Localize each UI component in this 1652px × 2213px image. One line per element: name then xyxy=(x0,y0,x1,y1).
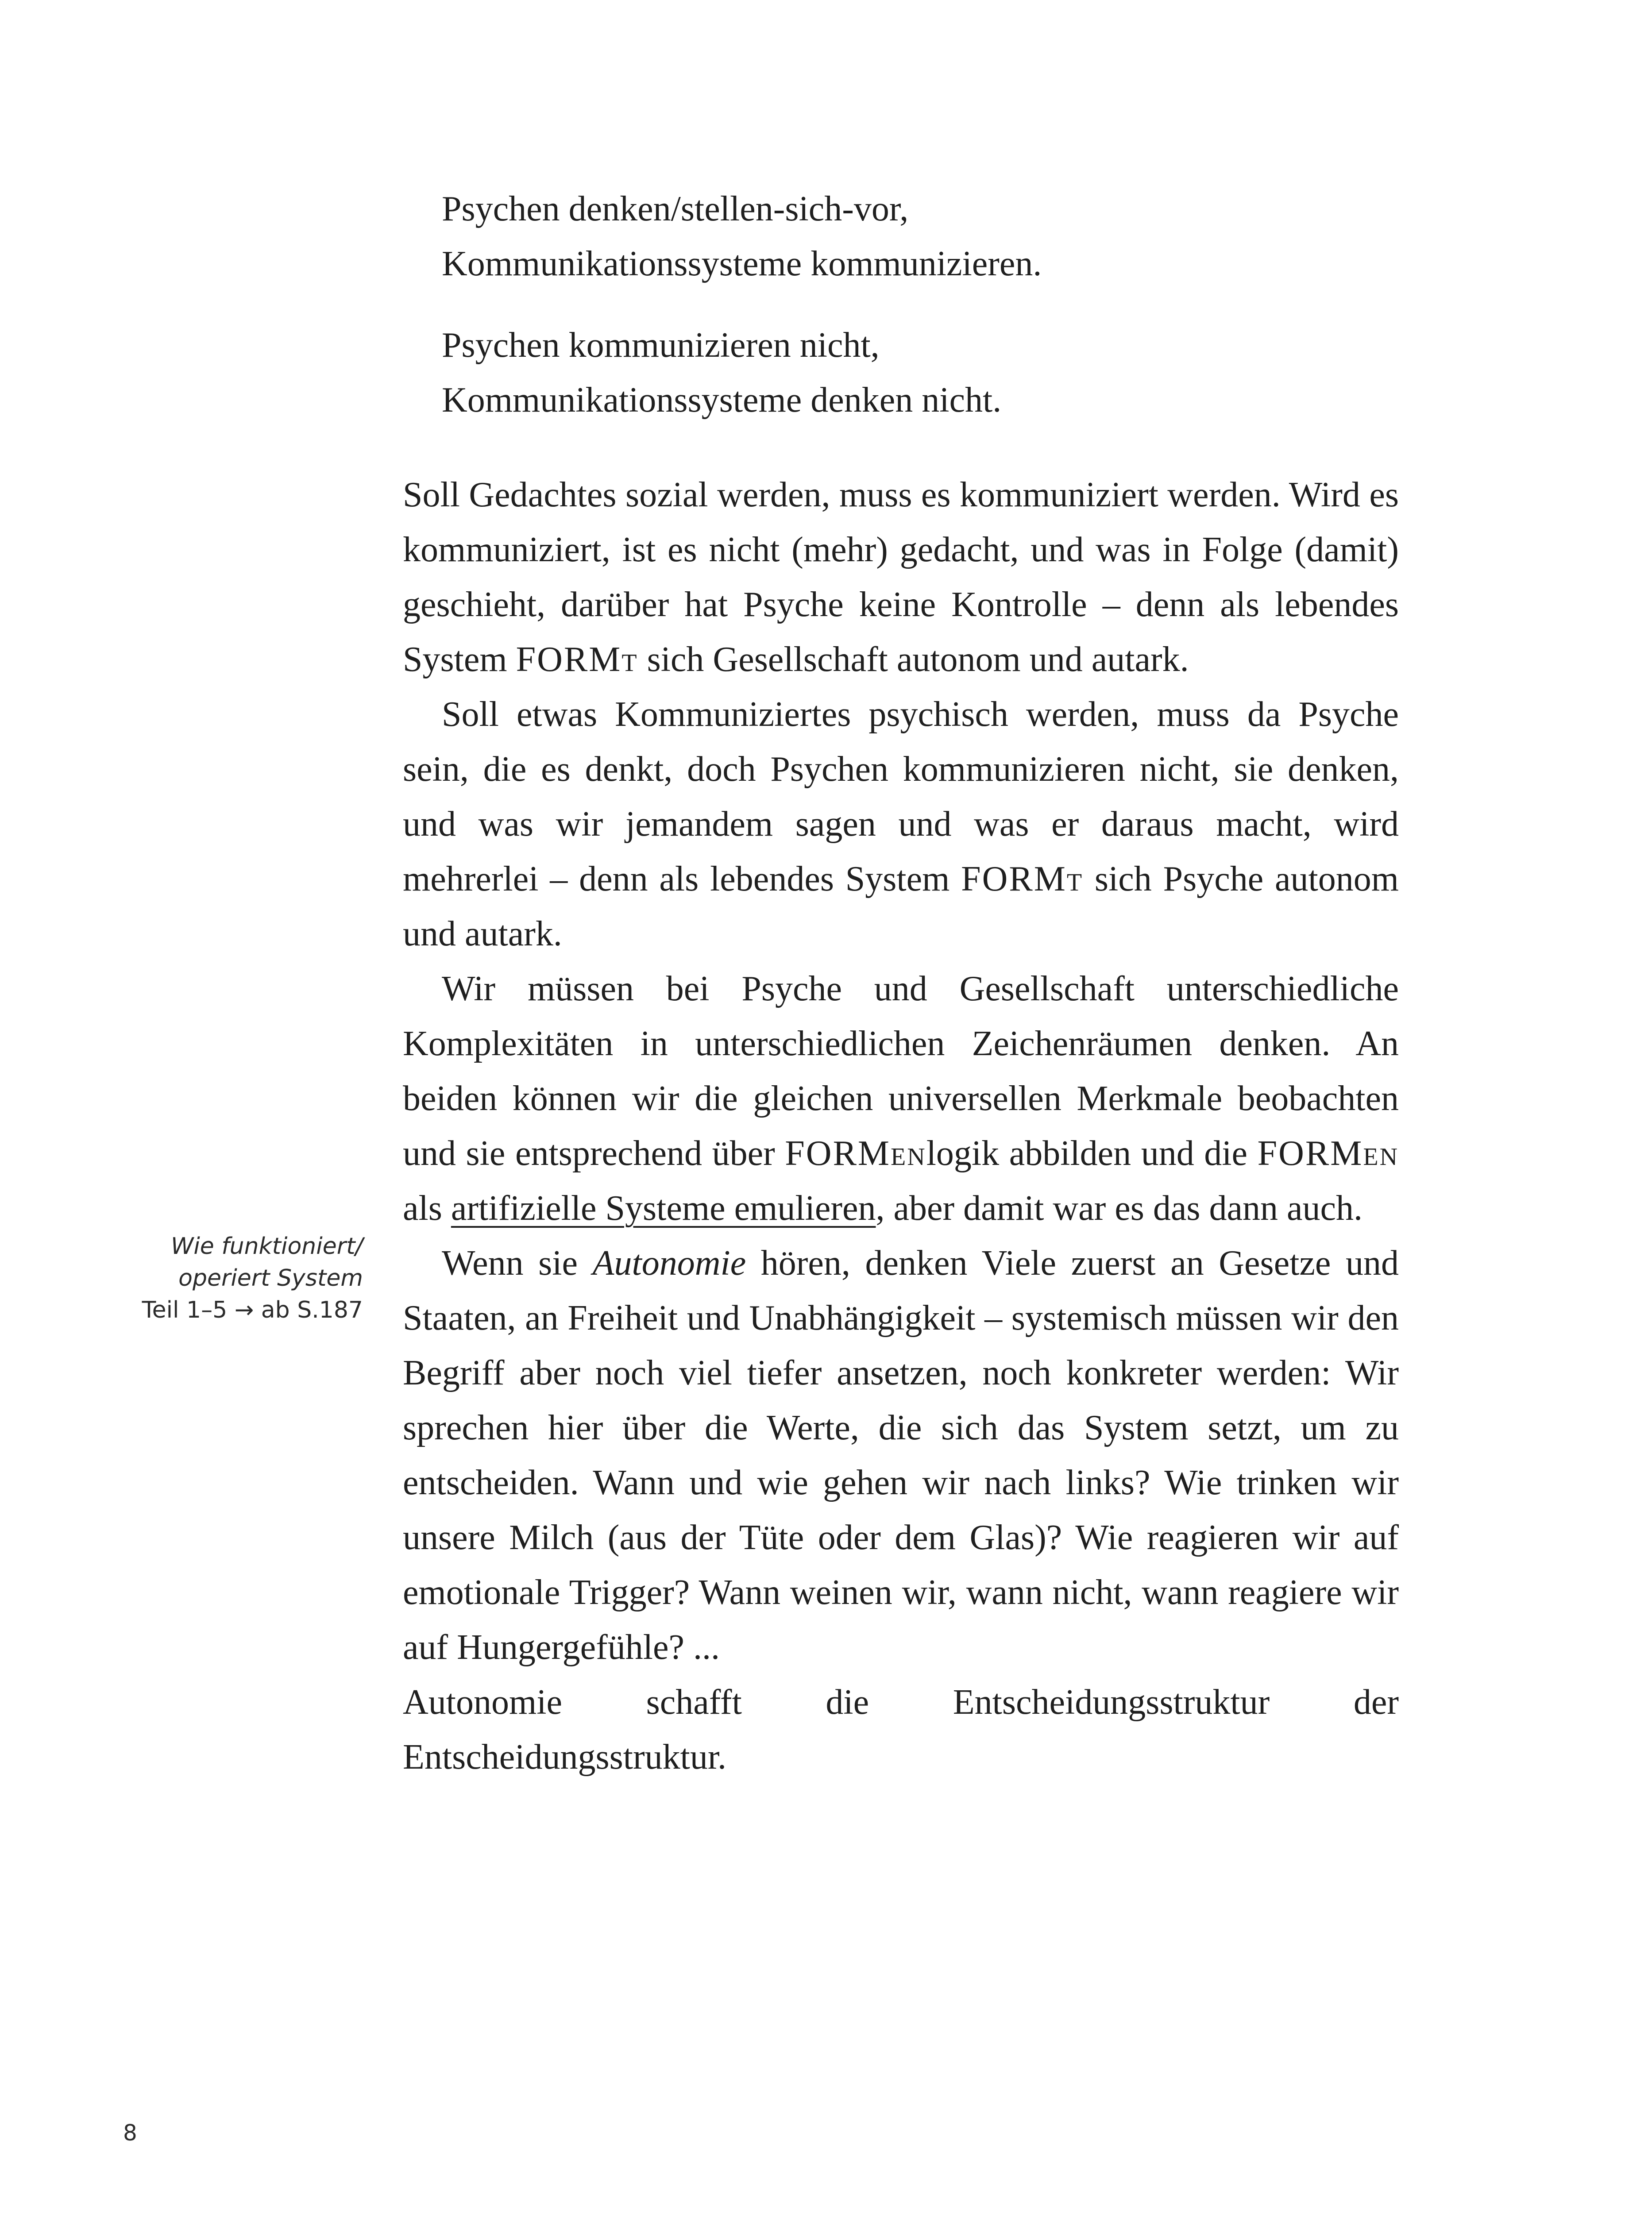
quote-line: Kommunikationssysteme denken nicht. xyxy=(442,381,1002,420)
small-caps-term: FORMt xyxy=(516,640,638,679)
margin-note xyxy=(111,1230,363,1326)
margin-note-line: Wie funktioniert/ xyxy=(170,1233,363,1260)
quote-line: Psychen kommunizieren nicht, xyxy=(442,326,880,365)
text-run: Wenn sie xyxy=(442,1244,593,1283)
block-quote-2 xyxy=(442,318,1399,428)
main-text-column xyxy=(403,181,1399,1785)
margin-note-line: operiert System xyxy=(178,1265,363,1292)
small-caps-term: FORMen xyxy=(1257,1134,1399,1173)
text-run: hören, denken Viele zuerst an Gesetze und Staaten, an Freiheit und Unabhängigkeit – systemisch müssen wir den Begriff aber noch viel tiefer ansetzen, noch konkreter werden: Wir sprechen hier über die Werte, die sich das System setzt, um zu entscheiden. Wann und wie gehen wir nach links? Wie trinken wir unsere Milch (aus der Tüte oder dem Glas)? Wie reagieren wir auf emotionale Trigger? Wann weinen wir, wann nicht, wann reagiere wir auf Hungergefühle? ... xyxy=(403,1244,1399,1667)
cross-reference-link[interactable]: artifizielle Systeme emulieren xyxy=(451,1189,876,1228)
paragraph-3 xyxy=(403,961,1399,1236)
paragraph-4 xyxy=(403,1236,1399,1675)
quote-line: Psychen denken/stellen-sich-vor, xyxy=(442,189,909,228)
small-caps-term: FORMen xyxy=(785,1134,926,1173)
emphasis-term: Autonomie xyxy=(592,1244,746,1283)
text-run: , aber damit war es das dann auch. xyxy=(876,1189,1363,1228)
text-run: Wir müssen bei Psyche und Gesellschaft unterschiedliche Komplexitäten in unterschiedlichen Zeichenräumen denken. An beiden können wir die gleichen universellen Merkmale beobachten und sie entsprechend über xyxy=(403,969,1399,1173)
paragraph-2 xyxy=(403,687,1399,961)
paragraph-1 xyxy=(403,467,1399,687)
small-caps-term: FORMt xyxy=(961,860,1084,898)
block-quote-1 xyxy=(442,181,1399,291)
text-run: Soll etwas Kommuniziertes psychisch werden, muss da Psyche sein, die es denkt, doch Psychen kommunizieren nicht, sie denken, und was wir jemandem sagen und was er daraus macht, wird mehrerlei – denn als lebendes System xyxy=(403,695,1399,898)
margin-note-reference: Teil 1–5 → ab S.187 xyxy=(142,1297,363,1323)
text-run: Soll Gedachtes sozial werden, muss es kommuniziert werden. Wird es kommuniziert, ist es nicht (mehr) gedacht, und was in Folge (damit) geschieht, darüber hat Psyche keine Kontrolle – denn als lebendes System xyxy=(403,475,1399,679)
text-run: sich Gesellschaft autonom und autark. xyxy=(638,640,1189,679)
text-run: logik abbilden und die xyxy=(926,1134,1258,1173)
quote-line: Kommunikationssysteme kommunizieren. xyxy=(442,244,1042,283)
text-run: sich Psyche autonom und autark. xyxy=(403,860,1399,953)
closing-statement: Autonomie schafft die Entscheidungsstruktur der Entscheidungsstruktur. xyxy=(403,1683,1399,1777)
page-number: 8 xyxy=(123,2120,137,2146)
text-run: als xyxy=(403,1189,451,1228)
